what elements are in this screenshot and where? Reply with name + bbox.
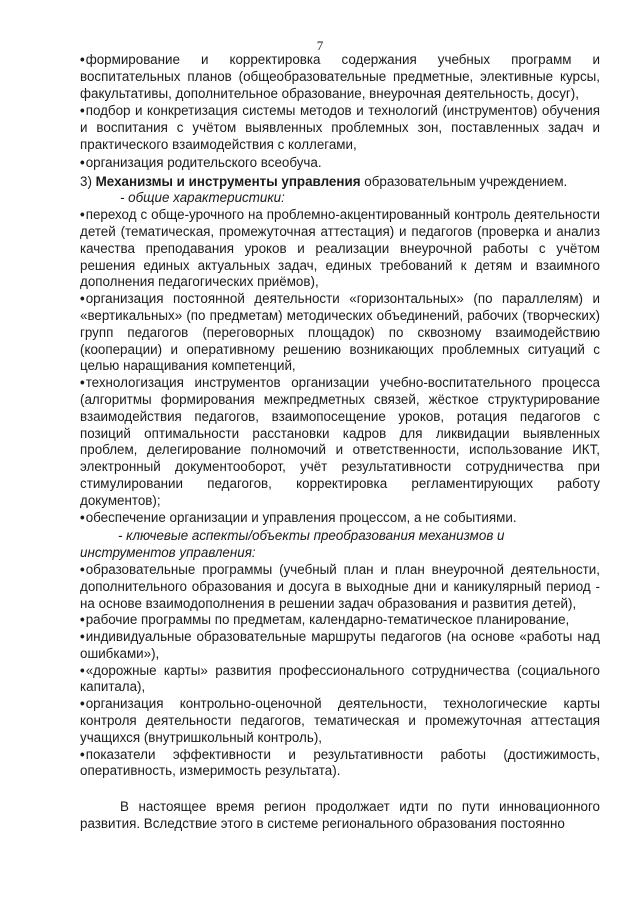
section-title-bold: Механизмы и инструменты управления (95, 173, 361, 189)
bullet-item: • организация контрольно-оценочной деятельности, технологические карты контроля деятельности педагогов, тематическая и промежуточная аттестация учащихся (внутришкольный контроль), (80, 696, 600, 746)
bullet-item: • показатели эффективности и результативности работы (достижимость, оперативность, измеримость результата). (80, 747, 600, 781)
section-subtitle: - общие характеристики: (120, 190, 285, 206)
bullet-item: • рабочие программы по предметам, календарно-тематическое планирование, (80, 612, 600, 629)
bullet-item: • образовательные программы (учебный план и план внеурочной деятельности, дополнительного образования и досуга в выходные дни и каникулярный период - на основе взаимодополнения в решении задач образования и развития детей), (80, 562, 600, 612)
closing-paragraph: В настоящее время регион продолжает идти по пути инновационного развития. Вследствие этого в системе регионального образования постоянно (80, 799, 600, 832)
bullet-item: • переход с обще-урочного на проблемно-акцентированный контроль деятельности детей (тематическая, промежуточная аттестация) и педагогов (проверка и анализ качества преподавания уроков и реализации внеурочной работы с учётом решения единых актуальных задач, единых требований к детям и взаимного дополнения педагогических приёмов), (80, 207, 600, 291)
bullet-item: • технологизация инструментов организации учебно-воспитательного процесса (алгоритмы формирования межпредметных связей, жёсткое структурирование взаимодействия педагогов, взаимопосещение уроков, ротация педагогов с позиций оптимальности расстановки кадров для ликвидации выявленных проблем, делегирование полномочий и ответственности, использование ИКТ, электронный документооборот, учёт результативности сотрудничества при стимулировании педагогов, корректировка регламентирующих работу документов); (80, 375, 600, 509)
bullet-item: • индивидуальные образовательные маршруты педагогов (на основе «работы над ошибками»), (80, 629, 600, 663)
bullet-item: • «дорожные карты» развития профессионального сотрудничества (социального капитала), (80, 663, 600, 697)
key-aspects-subtitle-line1: - ключевые аспекты/объекты преобразования механизмов и (118, 528, 505, 544)
bullet-item: • подбор и конкретизация системы методов и технологий (инструментов) обучения и воспитания с учётом выявленных проблемных зон, поставленных задач и практического взаимодействия с коллегами, (80, 103, 600, 153)
bullet-item: • организация постоянной деятельности «горизонтальных» (по параллелям) и «вертикальных» (по предметам) методических объединений, рабочих (творческих) групп педагогов (переговорных площадок) по сквозному взаимодействию (кооперации) и оперативному решению возникающих проблемных ситуаций с целью наращивания компетенций, (80, 291, 600, 375)
section-heading (80, 174, 600, 191)
key-aspects-subtitle (80, 528, 600, 562)
bullet-item: • организация родительского всеобуча. (80, 155, 600, 172)
document-body (80, 52, 600, 833)
bullet-item: • формирование и корректировка содержания учебных программ и воспитательных планов (общеобразовательные предметные, элективные курсы, факультативы, дополнительное образование, внеурочная деятельность, досуг), (80, 52, 600, 102)
paragraph-spacer (80, 780, 600, 799)
page-number: 7 (316, 38, 324, 53)
section-number: 3) (80, 173, 92, 189)
key-aspects-subtitle-line2: инструментов управления: (80, 545, 256, 561)
section-title-rest: образовательным учреждением. (364, 173, 568, 189)
bullet-item: • обеспечение организации и управления процессом, а не событиями. (80, 510, 600, 527)
